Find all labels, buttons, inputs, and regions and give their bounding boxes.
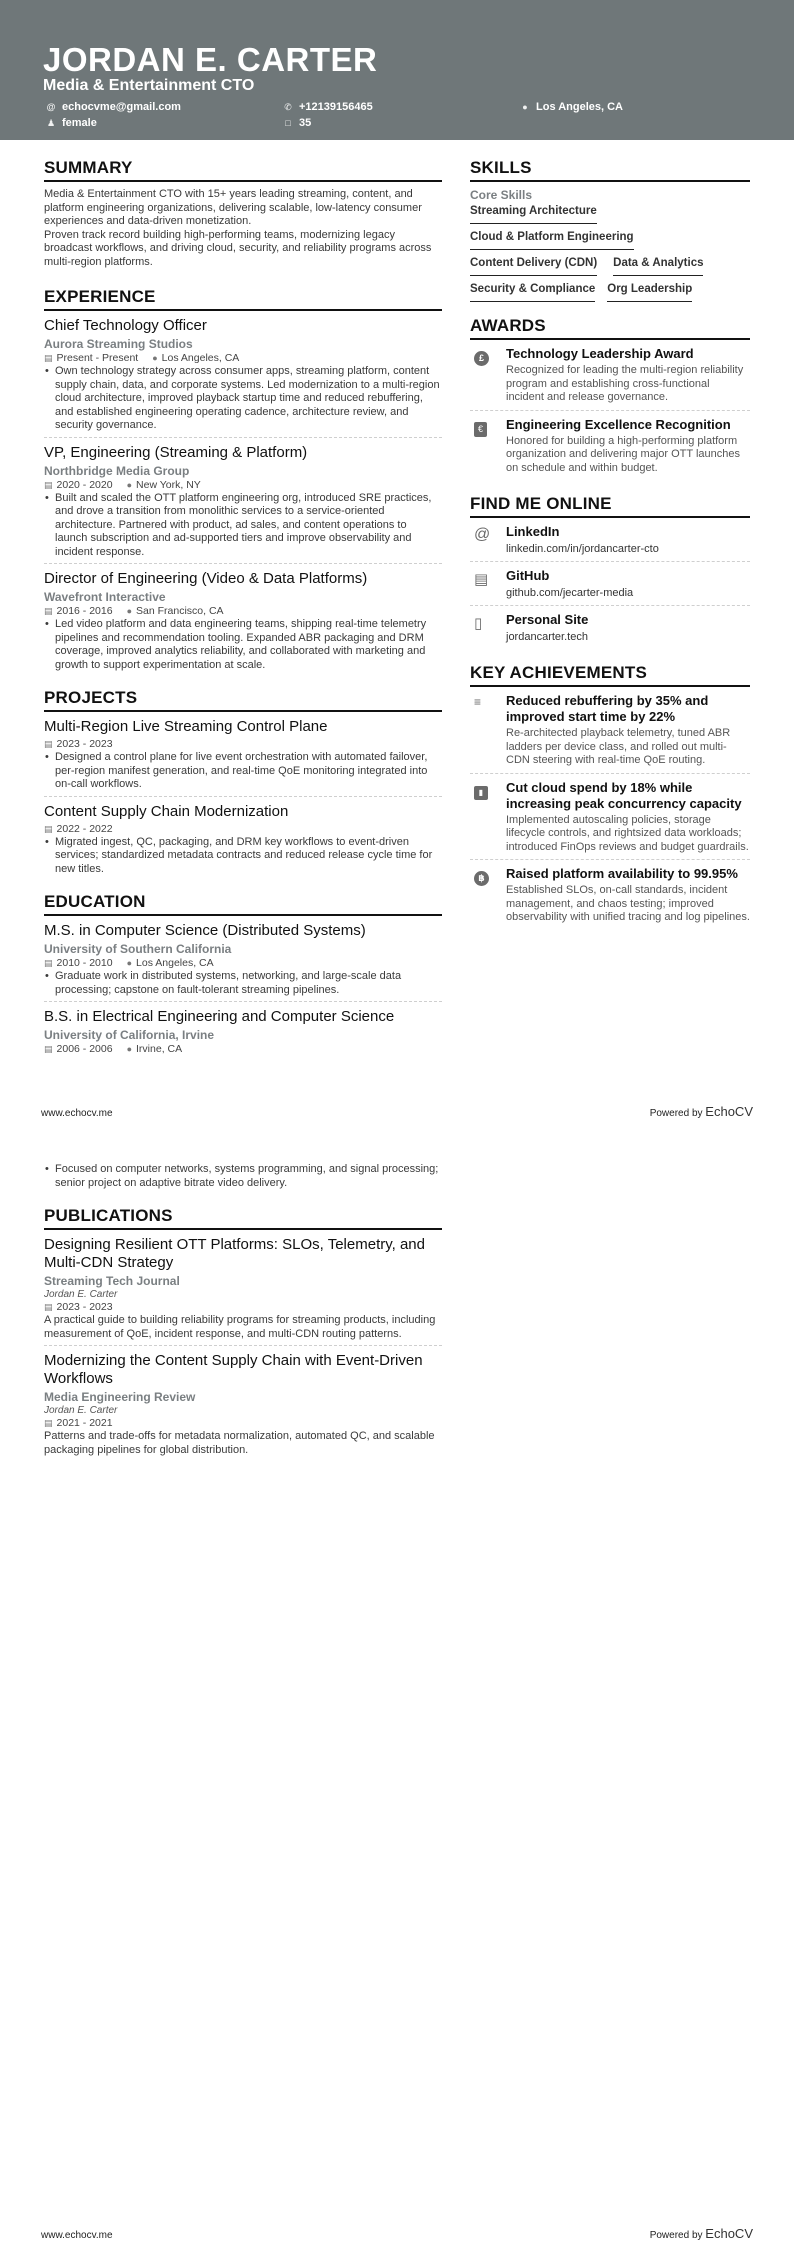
experience-entry <box>44 317 442 438</box>
education-location: Irvine, CA <box>136 1043 183 1055</box>
skill-tag: Org Leadership <box>607 282 692 302</box>
location-pin-icon: ● <box>126 479 133 490</box>
page-two-left-column <box>44 1163 442 1467</box>
candidate-name: JORDAN E. CARTER <box>43 41 378 78</box>
achievement-item <box>470 693 750 774</box>
experience-entry <box>44 570 442 676</box>
publication-dates: 2021 - 2021 <box>56 1417 113 1429</box>
skill-tag: Data & Analytics <box>613 256 703 276</box>
right-column <box>470 158 750 936</box>
project-title: Content Supply Chain Modernization <box>44 802 289 820</box>
at-icon: @ <box>46 102 56 112</box>
publication-title: Designing Resilient OTT Platforms: SLOs, Telemetry, and Multi-CDN Strategy <box>44 1236 425 1271</box>
education-heading: EDUCATION <box>44 892 442 916</box>
job-title: Chief Technology Officer <box>44 317 207 334</box>
education-meta <box>44 957 442 970</box>
achievements-heading: KEY ACHIEVEMENTS <box>470 663 750 687</box>
awards-heading: AWARDS <box>470 316 750 340</box>
company-name: Northbridge Media Group <box>44 463 190 478</box>
degree-title: M.S. in Computer Science (Distributed Systems) <box>44 922 366 939</box>
education-description: • Focused on computer networks, systems programming, and signal processing; senior project on adaptive bitrate video delivery. <box>44 1163 442 1190</box>
education-entry <box>44 922 442 1002</box>
contact-email[interactable] <box>46 100 181 114</box>
page-footer <box>41 2226 753 2241</box>
award-title: Engineering Excellence Recognition <box>506 416 731 432</box>
at-icon: @ <box>474 526 491 543</box>
company-name: Wavefront Interactive <box>44 590 166 604</box>
profile-label: GitHub <box>506 568 550 583</box>
projects-section <box>44 688 442 880</box>
experience-entry <box>44 444 442 565</box>
project-entry <box>44 718 442 797</box>
job-location: San Francisco, CA <box>136 605 224 617</box>
school-name: University of California, Irvine <box>44 1028 215 1042</box>
publication-title: Modernizing the Content Supply Chain with Event-Driven Workflows <box>44 1352 423 1387</box>
publication-entry <box>44 1352 442 1461</box>
calendar-icon: ▤ <box>44 479 53 490</box>
job-dates: 2020 - 2020 <box>56 478 113 491</box>
phone-value: +12139156465 <box>299 101 373 113</box>
online-profile-item[interactable] <box>470 524 750 562</box>
job-description: • Led video platform and data engineering teams, shipping real-time telemetry pipelines and recommendation tooling. Expanded ABR packaging and DRM coverage, improved analytics reliability, and collaborated with marketing and growth to support experimentation at scale. <box>44 618 442 672</box>
experience-section <box>44 287 442 676</box>
award-title: Technology Leadership Award <box>506 346 694 361</box>
project-meta <box>44 738 442 751</box>
calendar-icon: ▤ <box>44 823 53 834</box>
profile-link[interactable]: linkedin.com/in/jordancarter-cto <box>506 543 659 555</box>
calendar-icon: ▤ <box>44 1302 53 1312</box>
location-pin-icon: ● <box>152 353 158 363</box>
age-value: 35 <box>299 117 312 129</box>
publications-heading: PUBLICATIONS <box>44 1206 442 1230</box>
sliders-icon: ≡ <box>474 695 482 709</box>
award-item <box>470 346 750 411</box>
job-dates: 2016 - 2016 <box>56 605 113 617</box>
education-section <box>44 892 442 1060</box>
page-footer <box>41 1104 753 1119</box>
education-entry <box>44 1008 442 1060</box>
company-name: Aurora Streaming Studios <box>44 337 193 351</box>
project-dates: 2022 - 2022 <box>56 822 113 835</box>
school-name: University of Southern California <box>44 942 232 956</box>
profile-link[interactable]: github.com/jecarter-media <box>506 587 634 599</box>
job-description: • Own technology strategy across consumer apps, streaming platform, content supply chain, data, and corporate systems. Led modernization to a multi-region cloud architecture, improved playback startup time and reduced rebuffering, and established engineering operating cadence, architecture review, and security governance. <box>44 365 442 433</box>
location-pin-icon: ● <box>126 958 133 968</box>
project-description: • Migrated ingest, QC, packaging, and DRM key workflows to event-driven services; standardized metadata contracts and reduced release cycle time for new titles. <box>44 836 442 877</box>
resume-header <box>0 0 794 140</box>
email-value: echocvme@gmail.com <box>62 101 181 113</box>
achievement-description: Implemented autoscaling policies, storage lifecycle controls, and rightsized data workloads; introduced FinOps reviews and budget guardrails. <box>506 813 749 853</box>
summary-paragraph-1: Media & Entertainment CTO with 15+ years leading streaming, content, and platform engineering organizations, delivering scalable, low-latency consumer experiences and data-driven monetization. <box>44 188 422 227</box>
location-pin-icon: ● <box>126 1044 133 1054</box>
project-title: Multi-Region Live Streaming Control Plane <box>44 718 328 735</box>
signal-bars-icon: ▮ <box>474 786 488 800</box>
skill-tag: Content Delivery (CDN) <box>470 256 597 276</box>
project-meta <box>44 823 442 836</box>
skill-tag: Cloud & Platform Engineering <box>470 230 634 250</box>
archive-box-icon: ▤ <box>474 571 489 588</box>
skills-section <box>470 158 750 302</box>
online-heading: FIND ME ONLINE <box>470 494 750 518</box>
pound-coin-icon: £ <box>474 351 489 366</box>
achievement-title: Reduced rebuffering by 35% and improved start time by 22% <box>506 693 709 724</box>
publication-dates: 2023 - 2023 <box>56 1301 113 1313</box>
powered-by <box>650 1104 753 1119</box>
job-location: New York, NY <box>136 478 201 491</box>
calendar-icon: ▤ <box>44 606 53 616</box>
publication-description: Patterns and trade-offs for metadata normalization, automated QC, and scalable packaging pipelines for global distribution. <box>44 1430 435 1456</box>
publication-meta <box>44 1301 442 1314</box>
publisher-name: Streaming Tech Journal <box>44 1274 180 1288</box>
summary-heading: SUMMARY <box>44 158 442 182</box>
location-value: Los Angeles, CA <box>536 101 623 113</box>
mobile-phone-icon: ▯ <box>474 615 483 632</box>
contact-gender <box>46 116 97 130</box>
experience-heading: EXPERIENCE <box>44 287 442 311</box>
education-dates: 2010 - 2010 <box>56 957 113 969</box>
footer-site-link[interactable]: www.echocv.me <box>41 1108 113 1119</box>
publications-section <box>44 1206 442 1461</box>
calendar-icon: □ <box>285 118 291 128</box>
location-pin-icon: ● <box>126 606 133 616</box>
skill-tag: Security & Compliance <box>470 282 595 302</box>
powered-by <box>650 2226 753 2241</box>
calendar-icon: ▤ <box>44 958 53 968</box>
skills-heading: SKILLS <box>470 158 750 182</box>
location-pin-icon: ● <box>522 102 528 112</box>
award-description: Recognized for leading the multi-region reliability program and establishing cross-functional incident and release governance. <box>506 364 744 403</box>
achievement-description: Re-architected playback telemetry, tuned ABR ladders per device class, and rolled out multi-CDN steering with real-time QoE routing. <box>506 727 731 766</box>
candidate-role: Media & Entertainment CTO <box>43 77 255 94</box>
degree-title: B.S. in Electrical Engineering and Computer Science <box>44 1008 395 1025</box>
projects-heading: PROJECTS <box>44 688 442 712</box>
calendar-icon: ▤ <box>44 1418 53 1428</box>
skills-subheading: Core Skills <box>470 188 533 202</box>
brand-name: EchoCV <box>705 2226 753 2241</box>
skill-tag: Streaming Architecture <box>470 204 597 224</box>
calendar-icon: ▤ <box>44 353 53 363</box>
powered-by-label: Powered by <box>649 2230 703 2241</box>
phone-icon: ✆ <box>284 102 292 112</box>
publication-author: Jordan E. Carter <box>44 1405 118 1416</box>
job-meta <box>44 352 442 365</box>
education-dates: 2006 - 2006 <box>56 1043 113 1055</box>
project-dates: 2023 - 2023 <box>56 738 113 750</box>
project-description: • Designed a control plane for live event orchestration with automated failover, per-region manifest generation, and real-time QoE monitoring integrated into on-call workflows. <box>44 751 442 792</box>
contact-phone[interactable] <box>283 100 373 114</box>
job-meta <box>44 605 442 618</box>
footer-site-link[interactable]: www.echocv.me <box>41 2230 113 2241</box>
awards-section <box>470 316 750 480</box>
left-column <box>44 158 442 1066</box>
achievements-section <box>470 663 750 930</box>
education-meta <box>44 1043 442 1056</box>
contact-age <box>283 116 311 130</box>
achievement-title: Cut cloud spend by 18% while increasing peak concurrency capacity <box>506 779 742 811</box>
publication-meta <box>44 1417 442 1430</box>
job-description: • Built and scaled the OTT platform engineering org, introduced SRE practices, and drove a transition from monolithic services to a service-oriented architecture. Partnered with product, ad sales, and content operations to launch subscription and ad-supported tiers and improve observability and incident response. <box>44 492 442 560</box>
online-profile-item[interactable] <box>470 612 750 649</box>
publisher-name: Media Engineering Review <box>44 1390 196 1404</box>
calendar-icon: ▤ <box>44 1044 53 1054</box>
job-meta <box>44 479 442 492</box>
calendar-icon: ▤ <box>44 739 53 749</box>
achievement-item <box>470 780 750 861</box>
award-description: Honored for building a high-performing platform organization and delivering major OTT launches on schedule and within budget. <box>506 434 740 474</box>
project-entry <box>44 803 442 881</box>
online-section <box>470 494 750 649</box>
profile-label: Personal Site <box>506 612 589 627</box>
award-item <box>470 417 750 481</box>
education-location: Los Angeles, CA <box>136 957 214 969</box>
summary-paragraph-2: Proven track record building high-performing teams, modernizing legacy broadcast workflows, and driving cloud, security, and reliability programs across multi-region platforms. <box>44 228 432 268</box>
euro-document-icon: € <box>474 422 487 437</box>
job-title: VP, Engineering (Streaming & Platform) <box>44 443 308 461</box>
profile-link[interactable]: jordancarter.tech <box>506 631 588 643</box>
summary-section <box>44 158 442 269</box>
job-title: Director of Engineering (Video & Data Platforms) <box>44 570 368 587</box>
achievement-description: Established SLOs, on-call standards, incident management, and chaos testing; improved observability with unified tracing and log pipelines. <box>506 884 750 923</box>
online-profile-item[interactable] <box>470 568 750 606</box>
achievement-item <box>470 866 750 930</box>
profile-label: LinkedIn <box>506 524 560 539</box>
publication-description: A practical guide to building reliability programs for streaming products, including measurement of QoE, incident response, and multi-CDN routing patterns. <box>44 1314 436 1340</box>
publication-entry <box>44 1236 442 1346</box>
education-description: • Graduate work in distributed systems, networking, and large-scale data processing; capstone on fault-tolerant streaming pipelines. <box>44 970 442 997</box>
person-icon: ♟ <box>46 118 56 128</box>
job-dates: Present - Present <box>56 352 139 364</box>
powered-by-label: Powered by <box>649 1108 703 1119</box>
contact-location <box>520 100 623 114</box>
bitcoin-circle-icon: ฿ <box>474 871 489 886</box>
job-location: Los Angeles, CA <box>161 352 240 364</box>
achievement-title: Raised platform availability to 99.95% <box>506 866 738 881</box>
publication-author: Jordan E. Carter <box>44 1289 118 1300</box>
gender-value: female <box>62 117 97 129</box>
brand-name: EchoCV <box>705 1104 753 1119</box>
